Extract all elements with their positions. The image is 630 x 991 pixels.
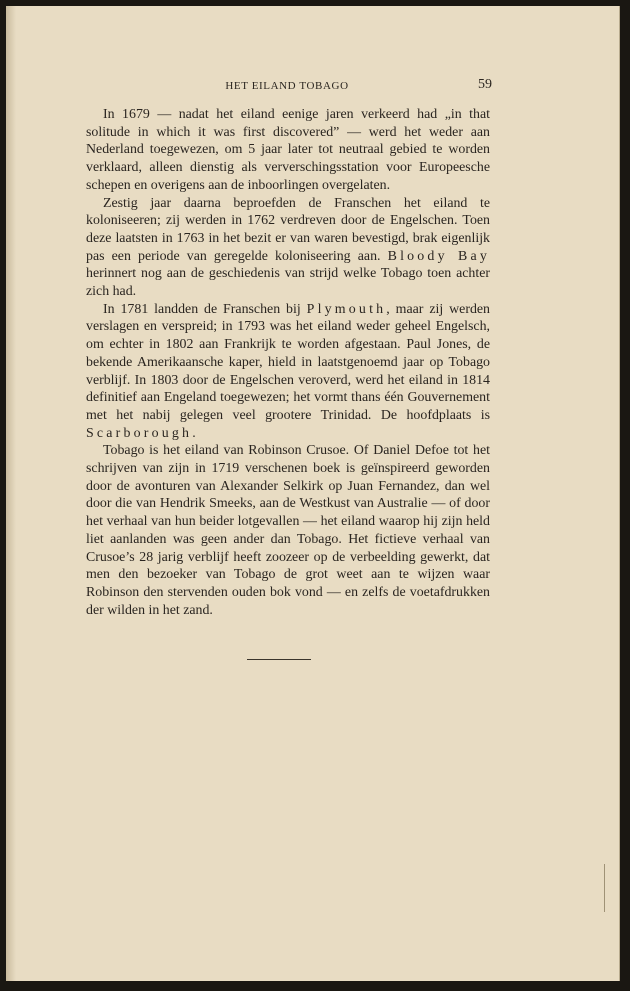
paragraph-4-text: Tobago is het eiland van Robinson Crusoe. Of Daniel Defoe tot het schrijven van zijn in 1719 verschenen boek is geïnspireerd geworden door de avonturen van Alexander Selkirk op Juan Fernandez, dan wel door die van Hendrik Smeeks, aan de Westkust van Australie — of door het verhaal van hun beider lotgevallen — het eiland waarop hij zijn held liet aanlanden was geen ander dan Tobago. Het fictieve verhaal van Crusoe’s 28 jarig verblijf heeft zoozeer op de verbeelding gewerkt, dat men den bezoeker van Tobago de grot weet aan te wijzen waar Robinson den stervenden ouden bok vond — en zelfs de voetafdrukken der wilden in het zand. [86, 443, 490, 618]
fold-mark [604, 864, 609, 912]
paragraph-1-text: In 1679 — nadat het eiland eenige jaren verkeerd had „in that solitude in which it was first discovered” — werd het weder aan Nederland toegewezen, om 5 jaar later tot neutraal gebied te worden verklaard, alleen dienstig als ververschingsstation voor Europeesche schepen en overigens aan de inboorlingen overgelaten. [86, 107, 490, 193]
paragraph-2-text-a: Zestig jaar daarna beproefden de Franschen het eiland te koloniseeren; zij werden in 1762 verdreven door de Engelschen. Toen deze laatsten in 1763 in het bezit er van waren bevestigd, brak eigenlijk pas een periode van geregelde koloniseering aan. [86, 195, 490, 264]
paragraph-2-text-b: herinnert nog aan de geschiedenis van strijd welke Tobago toen achter zich had. [86, 266, 490, 300]
book-page [6, 6, 620, 981]
paragraph-2 [86, 195, 490, 301]
place-name-plymouth: Plymouth [306, 301, 387, 317]
paragraph-4 [86, 442, 490, 619]
place-name-scarborough: Scarborough [86, 425, 193, 441]
paragraph-3-text-a: In 1781 landden de Franschen bij [103, 301, 307, 317]
page-header [82, 77, 492, 97]
page-number: 59 [478, 77, 492, 92]
spine-shadow [6, 6, 16, 981]
paragraph-3 [86, 301, 490, 443]
body-text [86, 106, 490, 619]
paragraph-1 [86, 106, 490, 195]
place-name-bloody-bay: Bloody Bay [387, 248, 490, 264]
end-rule [247, 659, 311, 660]
paragraph-3-text-c: . [192, 425, 196, 441]
paragraph-3-text-b: , maar zij werden verslagen en verspreid; in 1793 was het eiland weder geheel Engelsch, om echter in 1802 aan Frankrijk te worden afgestaan. Paul Jones, de bekende Amerikaansche kaper, hield in laatstgenoemd jaar op Tobago verblijf. In 1803 door de Engelschen veroverd, werd het eiland in 1814 definitief aan Engeland toegewezen; het vormt thans één Gouvernement met het nabij gelegen veel grootere Trinidad. De hoofdplaats is [86, 301, 490, 423]
running-title: HET EILAND TOBAGO [225, 80, 349, 92]
